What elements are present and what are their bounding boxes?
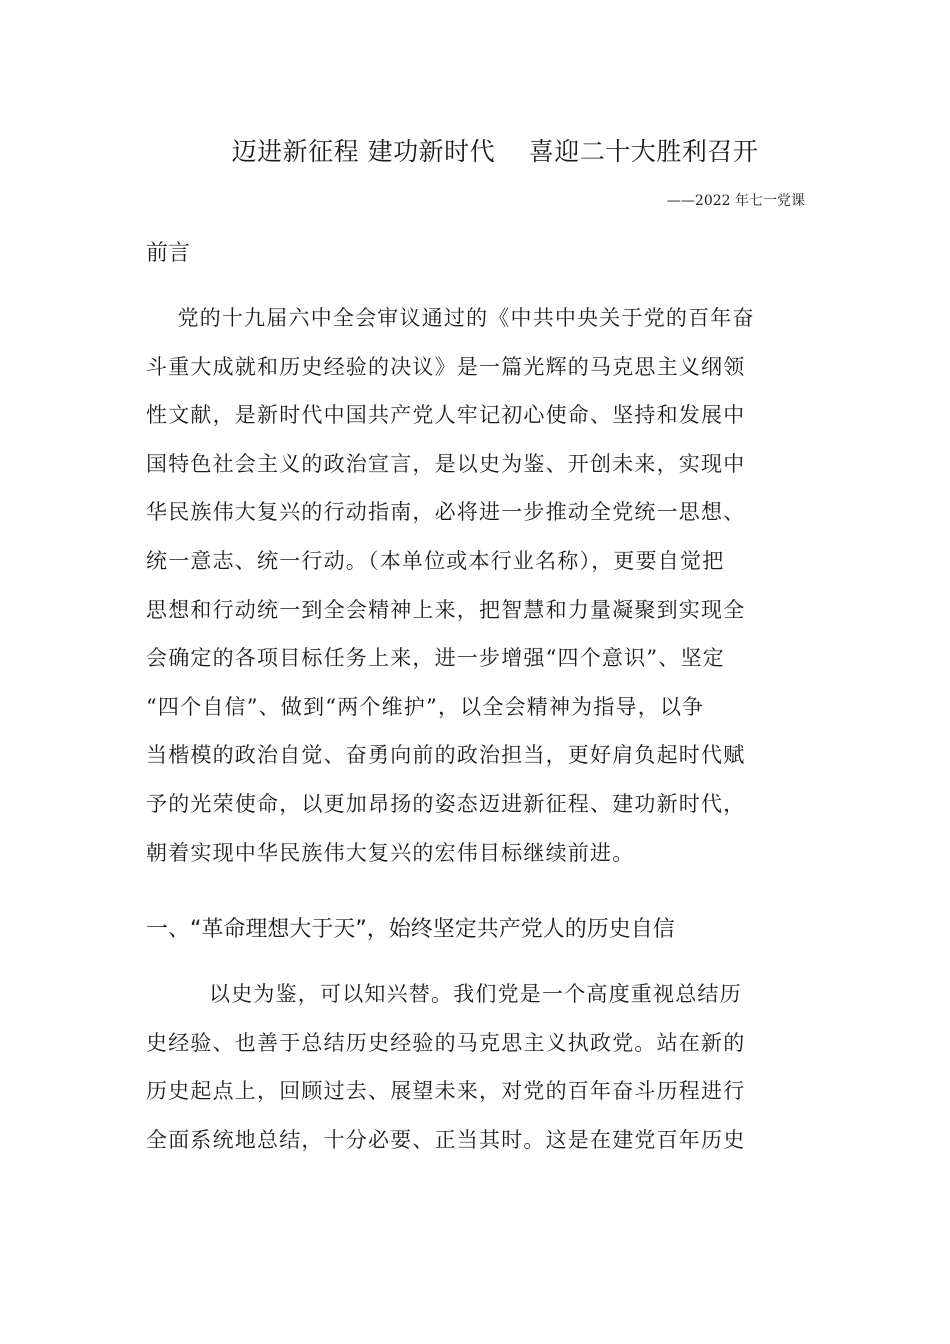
paragraph-line: 党的十九届六中全会审议通过的《中共中央关于党的百年奋 (146, 306, 755, 330)
paragraph-line: 全面系统地总结，十分必要、正当其时。这是在建党百年历史 (146, 1127, 746, 1152)
paragraph-line: 以史为鉴，可以知兴替。我们党是一个高度重视总结历 (146, 982, 742, 1006)
paragraph-line: 斗重大成就和历史经验的决议》是一篇光辉的马克思主义纲领 (146, 354, 746, 379)
paragraph-line: “四个自信”、做到“两个维护”，以全会精神为指导，以争 (146, 694, 705, 719)
preface-heading: 前言 (146, 241, 191, 266)
document-title: 迈进新征程 建功新时代 喜迎二十大胜利召开 (231, 137, 759, 166)
paragraph-line: 思想和行动统一到全会精神上来，把智慧和力量凝聚到实现全 (146, 597, 746, 622)
paragraph-line: 朝着实现中华民族伟大复兴的宏伟目标继续前进。 (146, 840, 635, 865)
paragraph-line: 会确定的各项目标任务上来，进一步增强“四个意识”、坚定 (146, 646, 725, 671)
document-subtitle: ——2022 年七一党课 (666, 193, 805, 209)
paragraph-line: 华民族伟大复兴的行动指南，必将进一步推动全党统一思想、 (146, 500, 746, 525)
paragraph-line: 予的光荣使命，以更加昂扬的姿态迈进新征程、建功新时代， (146, 791, 746, 816)
paragraph-line: 性文献，是新时代中国共产党人牢记初心使命、坚持和发展中 (146, 403, 746, 428)
paragraph-line: 当楷模的政治自觉、奋勇向前的政治担当，更好肩负起时代赋 (146, 743, 746, 768)
section-1-heading: 一、“革命理想大于天”，始终坚定共产党人的历史自信 (146, 917, 675, 942)
paragraph-line: 历史起点上，回顾过去、展望未来，对党的百年奋斗历程进行 (146, 1079, 746, 1104)
paragraph-line: 国特色社会主义的政治宣言，是以史为鉴、开创未来，实现中 (146, 451, 746, 476)
preface-paragraph (146, 294, 810, 877)
paragraph-line: 史经验、也善于总结历史经验的马克思主义执政党。站在新的 (146, 1030, 746, 1055)
paragraph-line: 统一意志、统一行动。（本单位或本行业名称），更要自觉把 (146, 548, 725, 573)
section-1-paragraph (146, 970, 810, 1164)
